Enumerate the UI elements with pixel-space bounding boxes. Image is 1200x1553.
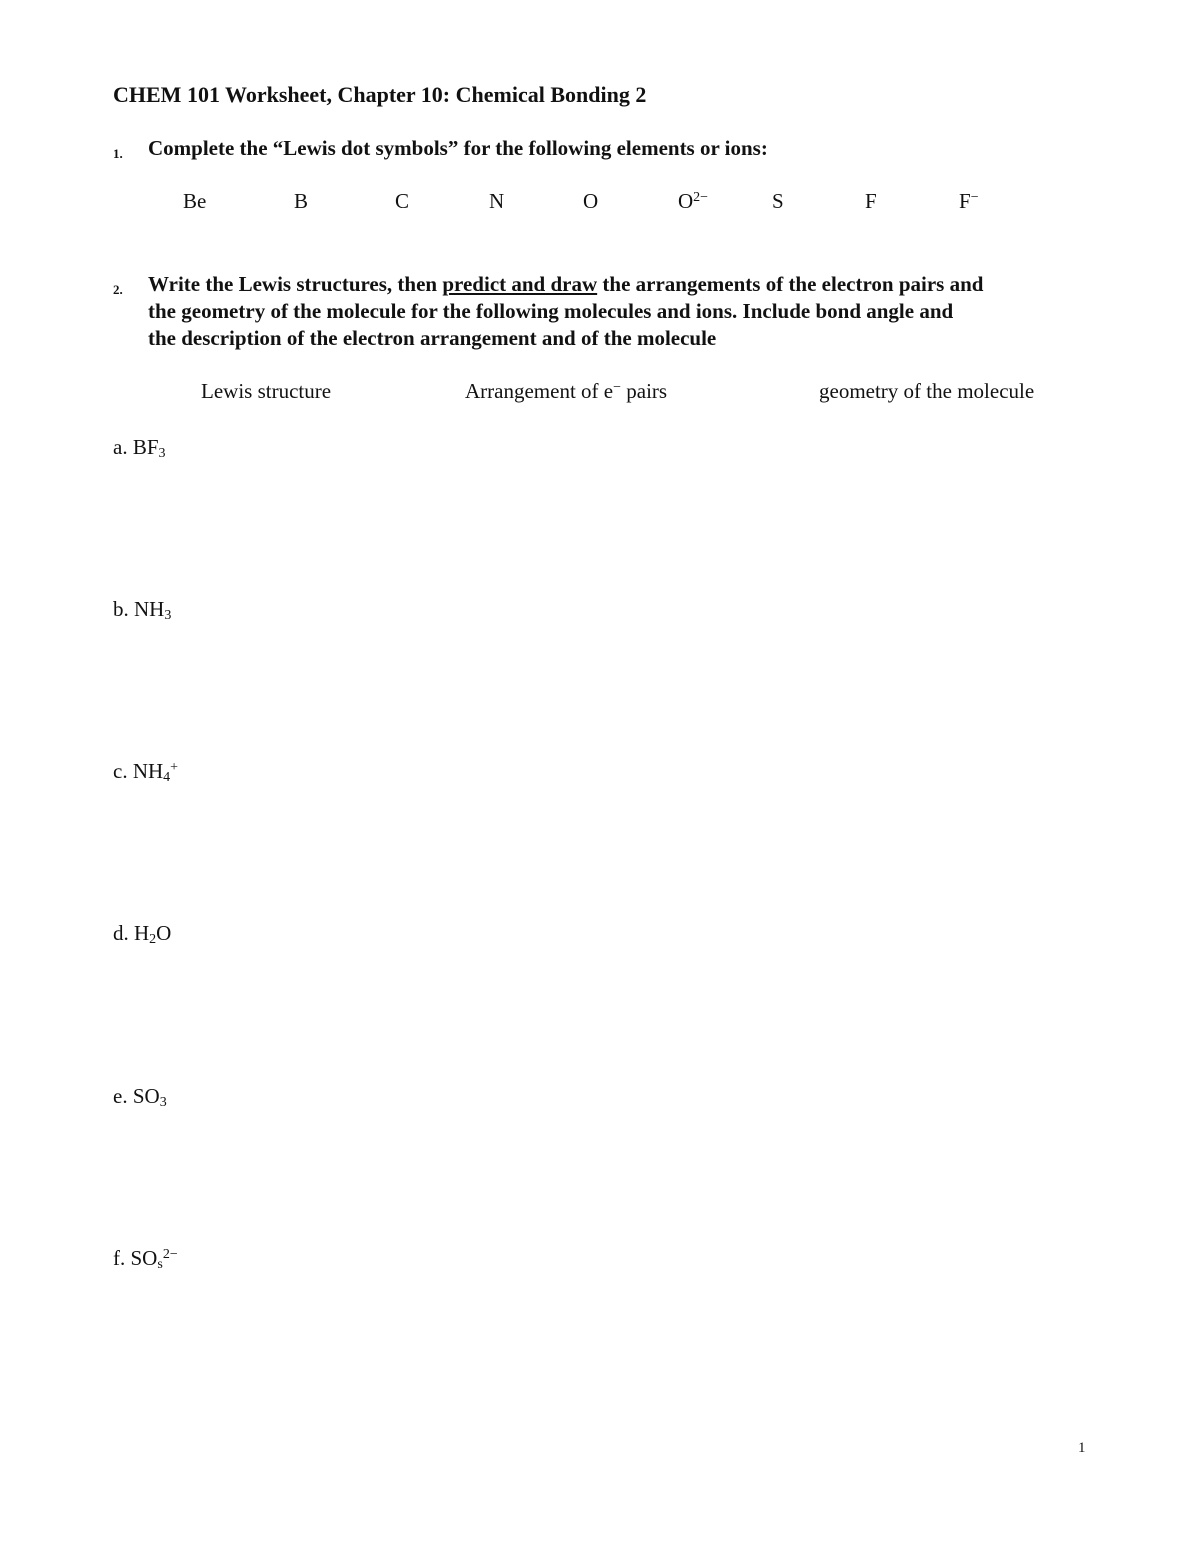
- question-2-line-3: the description of the electron arrangement and of the molecule: [148, 326, 717, 350]
- emphasis-underline: predict and draw: [442, 272, 598, 296]
- symbol-be: Be: [183, 189, 207, 213]
- symbol-n: N: [489, 189, 505, 213]
- item-e-so3: e. $SO_3$: [113, 1084, 167, 1110]
- question-1-text: Complete the “Lewis dot symbols” for the following elements or ions:: [148, 136, 768, 160]
- item-f-so-ion: f. $SO_s^{2-}$: [113, 1246, 178, 1272]
- symbol-o: O: [583, 189, 599, 213]
- question-2-line-1: Write the Lewis structures, then predict and draw the arrangements of the electron pairs and: [148, 272, 984, 296]
- item-d-h2o: d. $H_2O$: [113, 921, 172, 947]
- symbol-b: B: [294, 189, 309, 213]
- question-1-number: 1.: [113, 146, 123, 161]
- item-c-nh4-ion: c. $NH_4^+$: [113, 759, 179, 785]
- page-title: CHEM 101 Worksheet, Chapter 10: Chemical Bonding 2: [113, 82, 647, 107]
- column-header-arrangement: Arrangement of e− pairs: [465, 379, 668, 403]
- question-2-line-2: the geometry of the molecule for the following molecules and ions. Include bond angle and: [148, 299, 954, 323]
- column-header-geometry: geometry of the molecule: [819, 379, 1035, 403]
- page-number: 1: [1078, 1440, 1086, 1456]
- symbol-c: C: [395, 189, 410, 213]
- question-2-number: 2.: [113, 282, 123, 297]
- symbol-f: F: [865, 189, 877, 213]
- symbol-s: S: [772, 189, 784, 213]
- column-header-lewis: Lewis structure: [201, 379, 332, 403]
- symbol-o2-ion: $O^{2-}$: [678, 189, 709, 213]
- item-a-bf3: a. $BF_3$: [113, 435, 166, 461]
- item-b-nh3: b. $NH_3$: [113, 597, 172, 623]
- symbol-f-ion: F−: [959, 189, 979, 213]
